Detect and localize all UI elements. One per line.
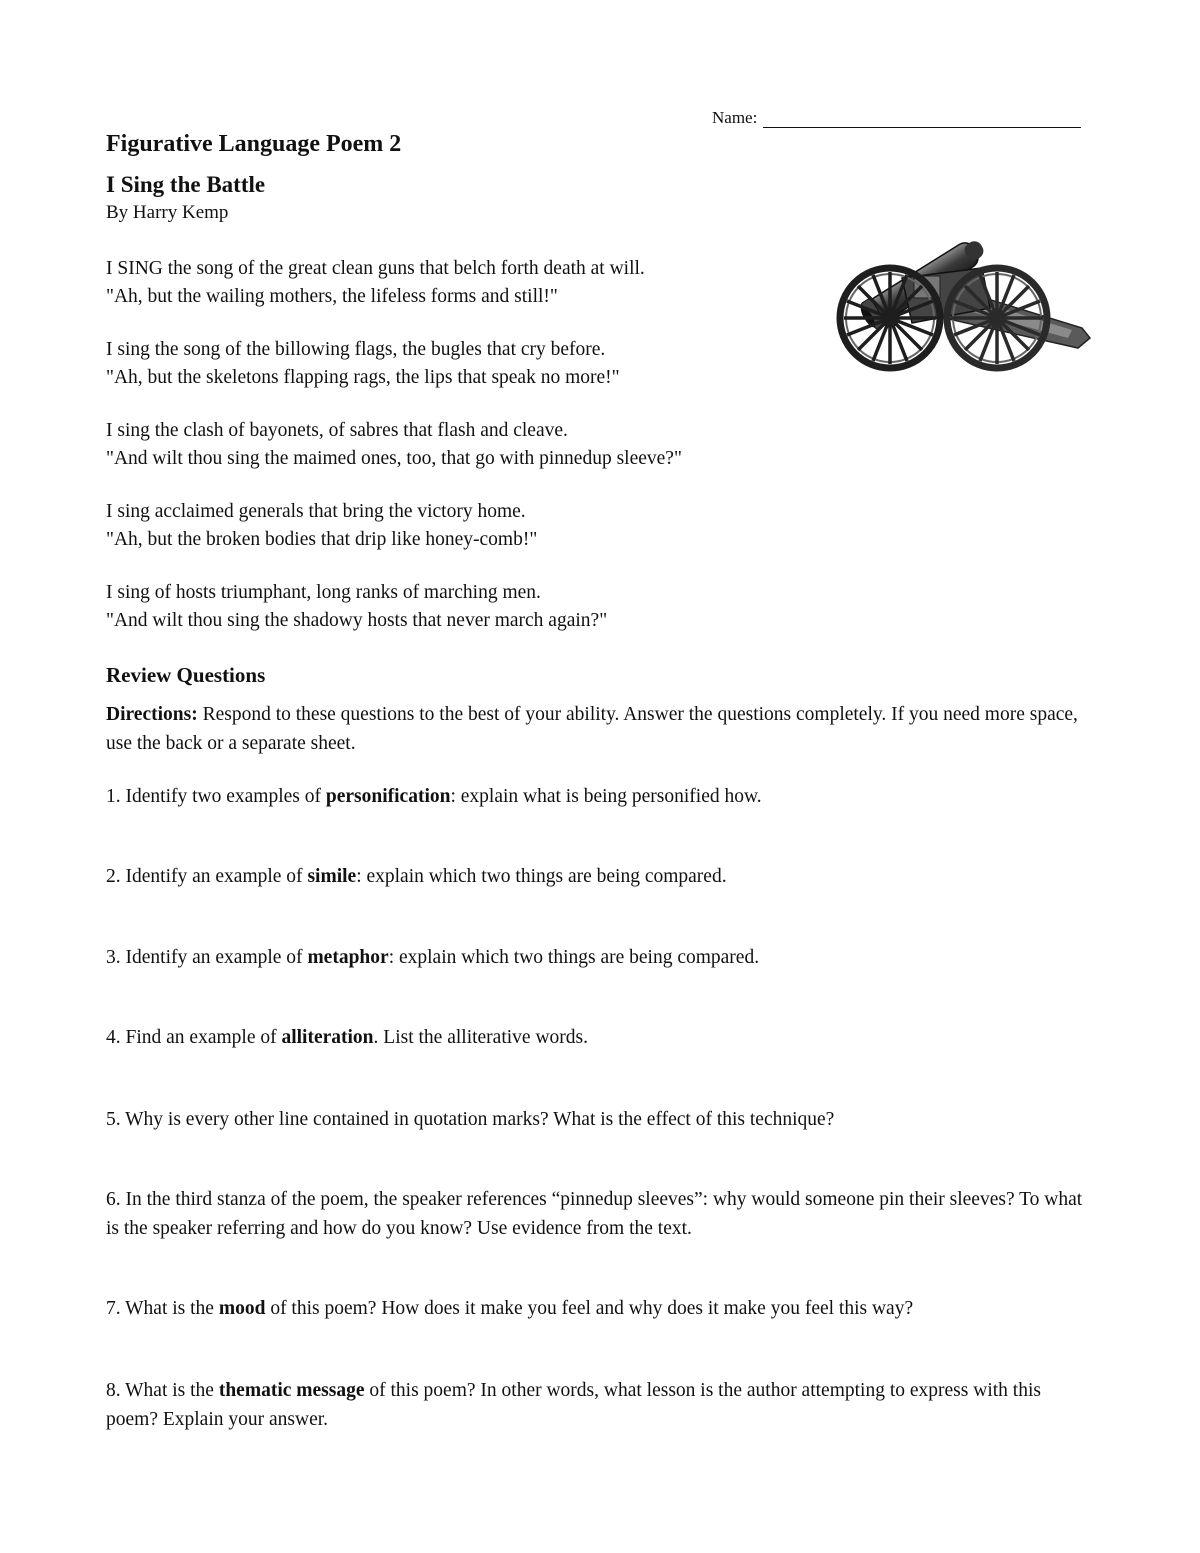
- question-term: simile: [307, 866, 357, 887]
- directions-label: Directions:: [106, 704, 198, 725]
- review-questions-heading: Review Questions: [106, 663, 266, 687]
- name-label: Name:: [712, 108, 758, 127]
- question-text: 2. Identify an example of: [106, 866, 308, 887]
- question-text: 7. What is the: [106, 1298, 219, 1319]
- name-field-row: [712, 108, 1081, 128]
- question-term: thematic message: [218, 1380, 365, 1401]
- question-text: 1. Identify two examples of: [106, 786, 326, 807]
- question-text: 8. What is the: [106, 1380, 219, 1401]
- question-1: [106, 782, 1096, 811]
- question-8: [106, 1376, 1096, 1434]
- poem-line: "Ah, but the wailing mothers, the lifeless forms and still!": [106, 286, 558, 307]
- poem-line: I sing the clash of bayonets, of sabres that flash and cleave.: [106, 420, 568, 441]
- question-text: of this poem? How does it make you feel and why does it make you feel this way?: [265, 1298, 914, 1319]
- stanza-5: [106, 579, 826, 635]
- question-text: of this poem? In other words, what lesson is the author attempting to express with this poem? Explain your answer.: [106, 1380, 1041, 1430]
- worksheet-title: Figurative Language Poem 2: [106, 131, 402, 157]
- question-6: [106, 1185, 1096, 1243]
- question-text: 3. Identify an example of: [106, 947, 308, 968]
- poem-line: "Ah, but the skeletons flapping rags, the lips that speak no more!": [106, 367, 620, 388]
- question-text: : explain what is being personified how.: [450, 786, 762, 807]
- question-3: [106, 943, 1096, 972]
- cannon-icon: [832, 178, 1094, 388]
- directions: [106, 700, 1096, 758]
- stanza-3: [106, 417, 826, 473]
- poem-line: "Ah, but the broken bodies that drip like honey-comb!": [106, 529, 538, 550]
- question-2: [106, 862, 1096, 891]
- question-5: [106, 1105, 1096, 1134]
- poem-body: [106, 255, 826, 660]
- question-term: personification: [325, 786, 451, 807]
- poem-line: "And wilt thou sing the shadowy hosts that never march again?": [106, 610, 608, 631]
- question-text: . List the alliterative words.: [373, 1027, 588, 1048]
- question-7: [106, 1294, 1096, 1323]
- question-term: alliteration: [281, 1027, 374, 1048]
- directions-text: Respond to these questions to the best of your ability. Answer the questions completely. If you need more space, use the back or a separate sheet.: [106, 704, 1078, 754]
- question-text: 6. In the third stanza of the poem, the speaker references “pinnedup sleeves”: why would someone pin their sleeves? To what is the speaker referring and how do you know? Use evidence from the text.: [106, 1189, 1083, 1239]
- question-text: 5. Why is every other line contained in quotation marks? What is the effect of this technique?: [106, 1109, 835, 1130]
- question-term: mood: [218, 1298, 266, 1319]
- question-text: 4. Find an example of: [106, 1027, 282, 1048]
- poem-title: I Sing the Battle: [106, 172, 266, 197]
- poem-author: By Harry Kemp: [106, 202, 229, 223]
- question-text: : explain which two things are being compared.: [388, 947, 760, 968]
- poem-line: I sing acclaimed generals that bring the victory home.: [106, 501, 526, 522]
- question-text: : explain which two things are being compared.: [356, 866, 727, 887]
- poem-line: I SING the song of the great clean guns that belch forth death at will.: [106, 258, 645, 279]
- poem-line: I sing of hosts triumphant, long ranks of marching men.: [106, 582, 541, 603]
- question-term: metaphor: [307, 947, 389, 968]
- poem-line: "And wilt thou sing the maimed ones, too, that go with pinnedup sleeve?": [106, 448, 682, 469]
- poem-line: I sing the song of the billowing flags, the bugles that cry before.: [106, 339, 606, 360]
- stanza-4: [106, 498, 826, 554]
- stanza-1: [106, 255, 826, 311]
- stanza-2: [106, 336, 826, 392]
- name-blank-line[interactable]: [763, 111, 1081, 128]
- question-4: [106, 1023, 1096, 1052]
